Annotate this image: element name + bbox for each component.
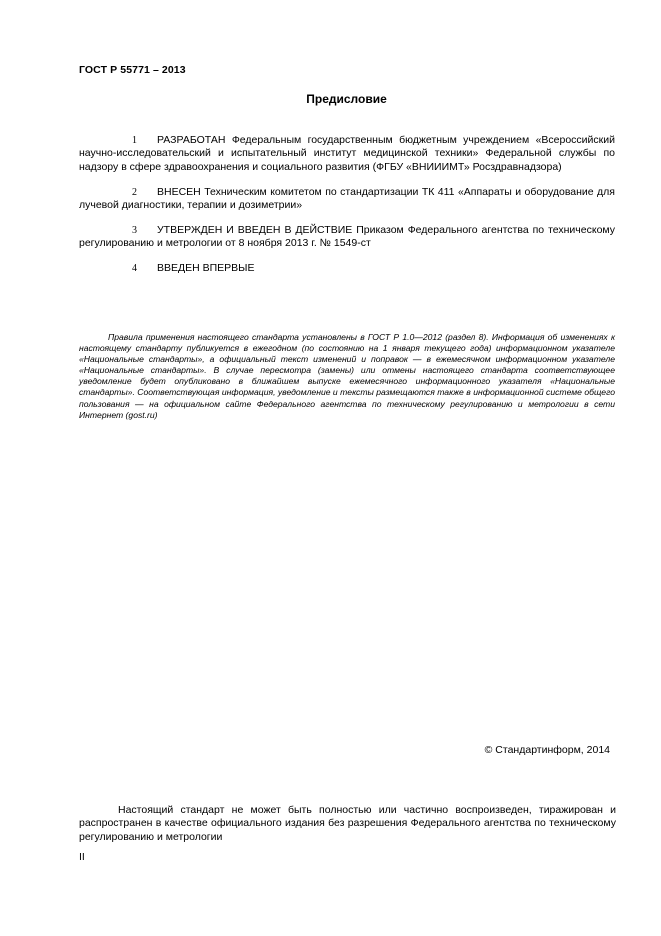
item-number: 1 [132, 135, 137, 146]
item-text: РАЗРАБОТАН Федеральным государственным бюджетным учреждением «Всероссийский научно-исследовательский и испытательный институт медицинской техники» Федеральной службы по надзору в сфере здравоохранения и социального развития (ФГБУ «ВНИИИМТ» Росздравнадзора) [79, 134, 615, 173]
page-title-text: Предисловие [306, 92, 387, 106]
item-number: 3 [132, 225, 137, 236]
item-number: 2 [132, 187, 137, 198]
preface-item-1 [79, 134, 615, 174]
copyright-line: © Стандартинформ, 2014 [484, 744, 610, 756]
preface-item-3 [79, 224, 615, 251]
page-number: II [79, 851, 85, 863]
reproduction-notice: Настоящий стандарт не может быть полностью или частично воспроизведен, тиражирован и распространен в качестве официального издания без разрешения Федерального агентства по техническому регулированию и метрологии [79, 804, 616, 843]
item-text: УТВЕРЖДЕН И ВВЕДЕН В ДЕЙСТВИЕ Приказом Федерального агентства по техническому регулированию и метрологии от 8 ноября 2013 г. № 1549-ст [79, 224, 615, 250]
page-title [0, 92, 661, 106]
usage-rules-note: Правила применения настоящего стандарта установлены в ГОСТ Р 1.0—2012 (раздел 8). Информация об изменениях к настоящему стандарту публикуется в ежегодном (по состоянию на 1 января текущего года) информационном указателе «Национальные стандарты», а официальный текст изменений и поправок — в ежемесячном информационном указателе «Национальные стандарты». В случае пересмотра (замены) или отмены настоящего стандарта соответствующее уведомление будет опубликовано в ближайшем выпуске ежемесячного информационного указателя «Национальные стандарты». Соответствующая информация, уведомление и тексты размещаются также в информационной системе общего пользования — на официальном сайте Федерального агентства по техническому регулированию и метрологии в сети Интернет (gost.ru) [79, 332, 615, 420]
preface-item-4 [79, 262, 615, 275]
item-number: 4 [132, 263, 137, 274]
preface-item-2 [79, 186, 615, 213]
item-text: ВВЕДЕН ВПЕРВЫЕ [157, 262, 255, 274]
item-text: ВНЕСЕН Техническим комитетом по стандартизации ТК 411 «Аппараты и оборудование для лучевой диагностики, терапии и дозиметрии» [79, 186, 615, 212]
document-code: ГОСТ Р 55771 – 2013 [79, 64, 186, 76]
